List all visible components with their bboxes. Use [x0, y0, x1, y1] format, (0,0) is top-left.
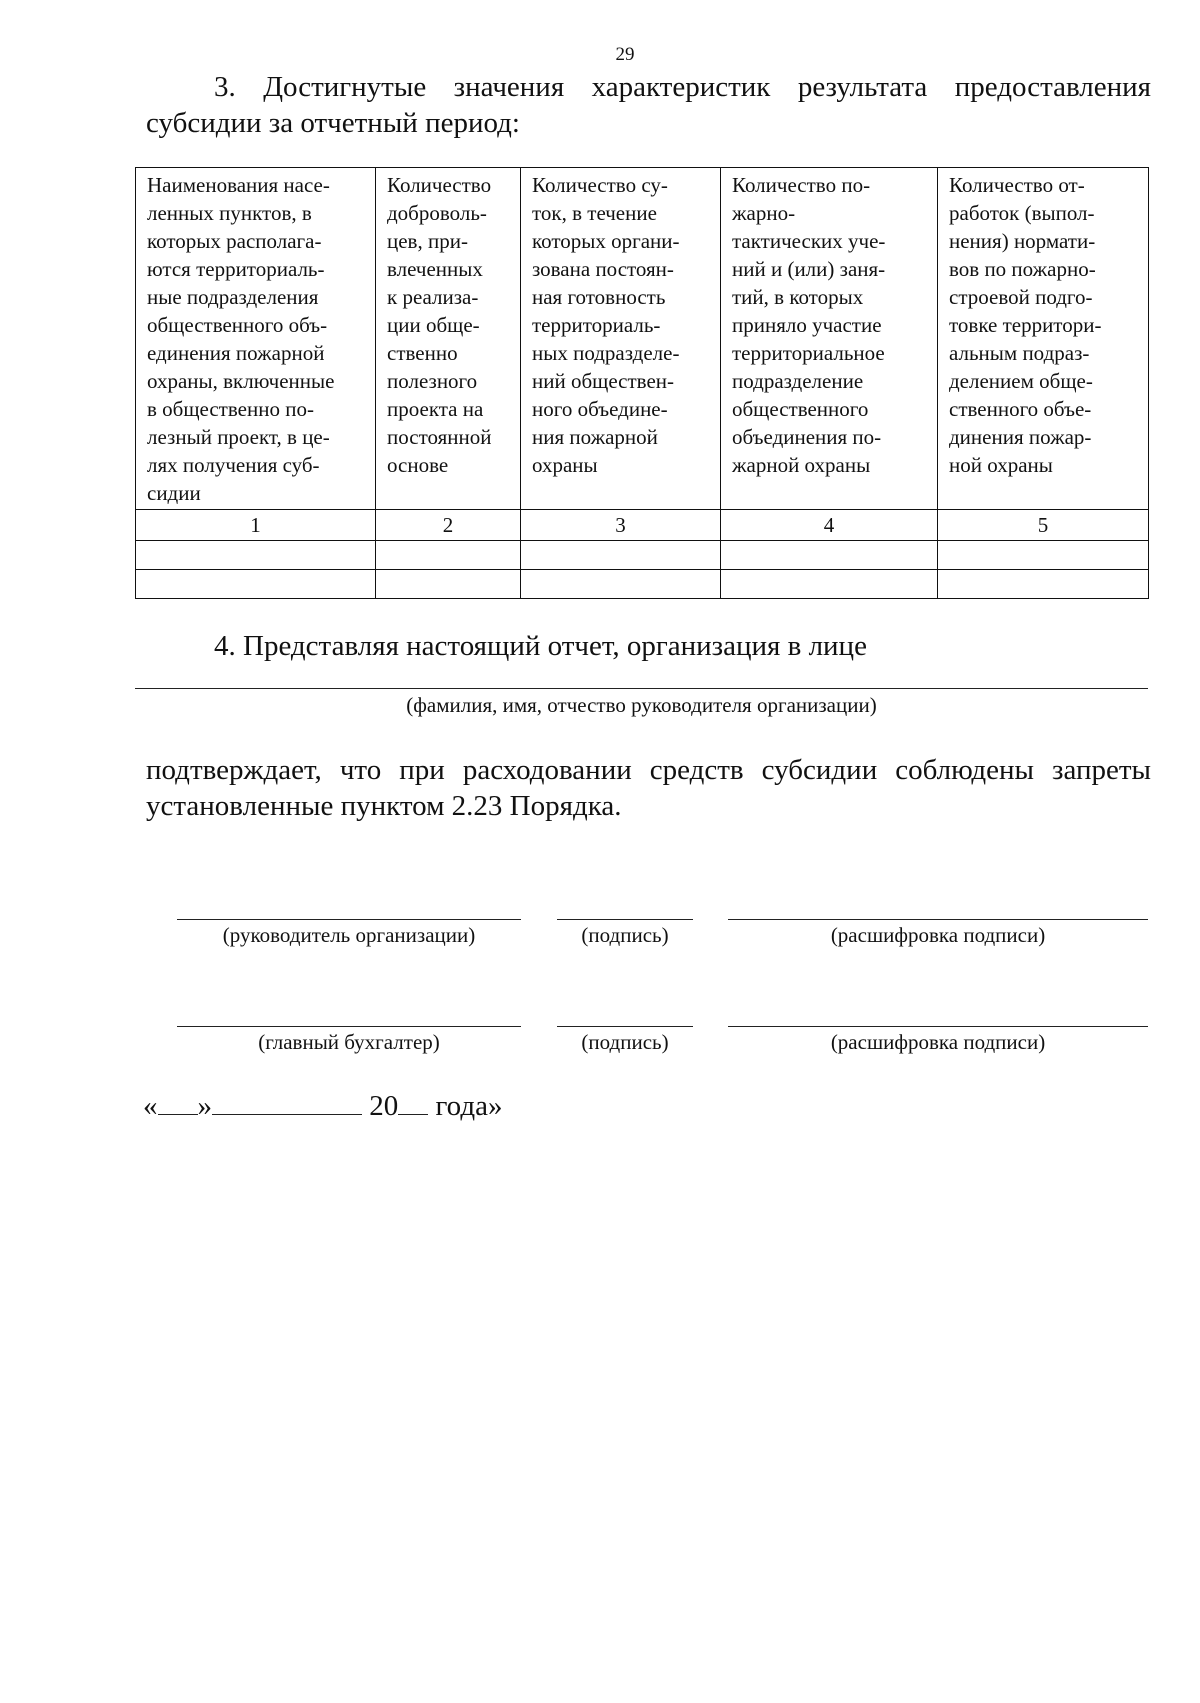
date-line — [143, 1088, 502, 1123]
table-cell — [136, 570, 376, 599]
date-suffix: года» — [435, 1090, 503, 1122]
header-readiness-days: Количество су- ток, в течение которых органи- зована постоян- ная готовность территориаль- ных подразделе- ний обществен- ного объедине- ния пожарной охраны — [521, 168, 721, 510]
column-number: 5 — [938, 510, 1149, 541]
table-cell — [521, 570, 721, 599]
organization-head-name-line — [135, 688, 1148, 689]
table-header-row — [136, 168, 1149, 510]
date-close-quote: » — [197, 1090, 212, 1122]
head-role-caption: (руководитель организации) — [222, 923, 476, 947]
accountant-signature-line — [728, 1026, 1148, 1027]
year-prefix: 20 — [369, 1090, 399, 1122]
head-signature-line — [557, 919, 693, 920]
month-blank — [212, 1088, 362, 1115]
table-cell — [376, 541, 521, 570]
header-settlements: Наименования насе- ленных пунктов, в которых располага- ются территориаль- ные подразделения общественного объ- единения пожарной охраны, включенные в общественно по- лезный проект, в це- лях получения суб- сидии — [136, 168, 376, 510]
organization-head-name-caption: (фамилия, имя, отчество руководителя организации) — [406, 693, 877, 717]
accountant-signature-line — [177, 1026, 521, 1027]
column-number: 4 — [721, 510, 938, 541]
table-cell — [938, 570, 1149, 599]
table-cell — [376, 570, 521, 599]
table-row — [136, 541, 1149, 570]
accountant-signature-line — [557, 1026, 693, 1027]
results-table — [135, 167, 1149, 599]
head-signature-line — [177, 919, 521, 920]
accountant-decoding-caption: (расшифровка подписи) — [830, 1030, 1046, 1054]
column-number: 3 — [521, 510, 721, 541]
head-signature-caption: (подпись) — [581, 923, 669, 947]
column-number: 2 — [376, 510, 521, 541]
header-exercises-count: Количество по- жарно- тактических уче- ний и (или) заня- тий, в которых приняло участие территориальное подразделение общественного объединения по- жарной охраны — [721, 168, 938, 510]
page-number: 29 — [615, 44, 635, 65]
day-blank — [158, 1088, 198, 1115]
table-cell — [136, 541, 376, 570]
table-cell — [721, 570, 938, 599]
year-blank — [398, 1088, 428, 1115]
table-cell — [938, 541, 1149, 570]
table-cell — [521, 541, 721, 570]
section-4-text: 4. Представляя настоящий отчет, организация в лице — [214, 630, 867, 662]
confirmation-text: подтверждает, что при расходовании средств субсидии соблюдены запреты установленные пунктом 2.23 Порядка. — [146, 754, 1151, 822]
column-number: 1 — [136, 510, 376, 541]
date-open-quote: « — [143, 1090, 158, 1122]
head-signature-line — [728, 919, 1148, 920]
accountant-signature-caption: (подпись) — [581, 1030, 669, 1054]
head-decoding-caption: (расшифровка подписи) — [830, 923, 1046, 947]
table-row — [136, 570, 1149, 599]
section-3-heading: 3. Достигнутые значения характеристик результата предоставления субсидии за отчетный период: — [146, 71, 1151, 139]
header-volunteers-count: Количество доброволь- цев, при- влеченных к реализа- ции обще- ственно полезного проекта на постоянной основе — [376, 168, 521, 510]
accountant-role-caption: (главный бухгалтер) — [258, 1030, 440, 1054]
header-drills-count: Количество от- работок (выпол- нения) нормати- вов по пожарно- строевой подго- товке территори- альным подраз- делением обще- ственного объе- динения пожар- ной охраны — [938, 168, 1149, 510]
column-number-row — [136, 510, 1149, 541]
table-cell — [721, 541, 938, 570]
